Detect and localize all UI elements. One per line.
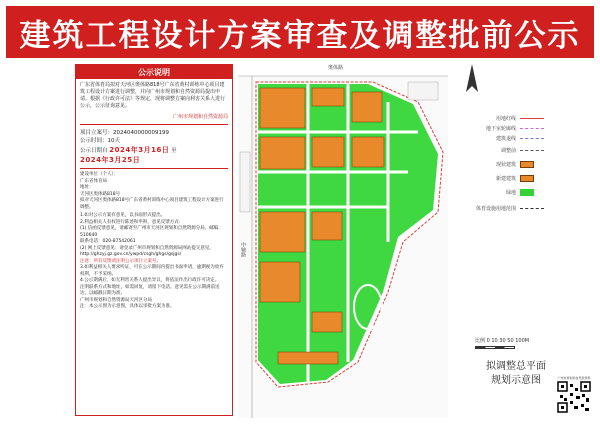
rule-2: 2.利益相关人有权进行陈述和申辩，意见反馈方式： [80, 219, 184, 225]
project-number-label: 项目立案号： [80, 130, 114, 136]
phone-label: 联系电话： [80, 239, 103, 244]
legend-swatch [520, 128, 544, 129]
legend-label: 建筑退线 [495, 136, 516, 142]
scale-text: 比例 0 10 30 50 [475, 338, 514, 344]
legend-swatch [520, 189, 534, 196]
divider [80, 124, 228, 125]
warning-text: 注意：所有反馈请注明公示项目立案号。 [80, 258, 161, 264]
map-title-line-2: 规划示意图 [491, 375, 541, 386]
qr-caption: 广州市规划和自然资源局 [557, 376, 591, 380]
site-plan-map [238, 62, 448, 418]
road-label-top: 奥体路 [328, 65, 344, 71]
rule-3: (1) 信函反馈意见，请邮寄至广州市天河区规划和自然资源分局，邮编：510640 [80, 226, 223, 238]
building-block-f [352, 137, 384, 167]
legend-label: 现状建筑 [495, 162, 516, 168]
map-legend [458, 115, 588, 225]
adjacent-building [408, 82, 438, 100]
building-block-d [260, 137, 305, 169]
scale-graphic [475, 346, 515, 349]
start-date: 2024年3月16日 [109, 146, 170, 154]
period-value: 10天 [107, 138, 121, 144]
start-label: 公示日期自 [80, 148, 108, 154]
applicant-value: 广东省体育局 [80, 178, 107, 184]
rule-4: (2) 网上反馈意见：请登录广州市规划和自然资源局网站提交意见。 [80, 245, 214, 251]
rule-7: 注明联系方式和地址，如需回复，请留下电话。意见需在公示期满前送达，以邮戳日期为准。 [80, 284, 220, 296]
qr-code-icon [556, 380, 592, 414]
rule-6: 4.公示期满后，如无利害关系人提出异议，将依法作出行政许可决定。 [80, 278, 220, 283]
building-block-k [278, 352, 338, 364]
divider [80, 168, 228, 169]
legend-item [458, 189, 588, 196]
site-plan-svg [238, 62, 448, 418]
legend-swatch [520, 175, 534, 182]
legend-label: 地下室轮廓线 [485, 126, 516, 132]
legend-label: 体育设施用地范围 [475, 206, 516, 212]
project-number: 2024040000009199 [113, 130, 170, 136]
period-row [80, 137, 228, 145]
map-title [466, 360, 566, 388]
building-block-h [312, 212, 342, 240]
map-title-line-1: 拟调整总平面 [486, 361, 546, 372]
start-date-row [80, 145, 228, 155]
rule-8: 广州市规划和自然资源局天河区分局 [80, 297, 152, 303]
legend-label: 用地红线 [495, 116, 516, 122]
rule-5: 3.如利益相关人要求听证，可在公示期间内提出书面申请，逾期视为放弃权利，不予采纳。 [80, 265, 224, 277]
adjacent-building-left [240, 152, 250, 212]
legend-item [458, 135, 588, 142]
building-block-g [260, 212, 305, 252]
notice-heading: 公示说明 [76, 65, 232, 79]
notice-summary: 拟对天河区奥体路818号广东省黄村训练中心项目建筑工程设计方案进行调整。 [80, 198, 224, 210]
legend-swatch [520, 161, 534, 168]
end-label: 至 [171, 148, 177, 154]
phone-value: 020-87542061 [102, 239, 136, 244]
scale-unit: 100M [515, 338, 530, 344]
project-number-row [80, 129, 228, 137]
legend-swatch [520, 138, 544, 139]
rule-9: 注：本公示图为示意图，具体以审批方案为准。 [80, 304, 175, 309]
notice-panel [75, 64, 233, 416]
legend-item [458, 115, 588, 122]
scale-bar [475, 337, 529, 349]
building-block-b [312, 88, 344, 106]
building-block-a [260, 88, 305, 128]
notice-intro: 广东省体育局拟对天河区奥体路818号广东省黄村训练中心项目建筑工程设计方案进行调整，并向广州市规划和自然资源局提出申请。根据《行政许可法》等规定，现将调整方案向利害关系人进行公示，公示征询意见。 [80, 82, 226, 109]
notice-signature: 广州市规划和自然资源局 [172, 114, 228, 120]
page-title: 建筑工程设计方案审查及调整批前公示 [6, 6, 594, 58]
end-date: 2024年3月25日 [80, 156, 141, 164]
period-label: 公示时间： [80, 138, 108, 144]
legend-item [458, 205, 588, 212]
north-arrow-icon [460, 62, 484, 98]
building-block-e [312, 137, 344, 167]
feedback-url[interactable]: http://ghzyj.gz.gov.cn/ywpd/csgh/ghgs/gsjgs/ [80, 252, 182, 257]
legend-label: 绿地 [505, 190, 516, 196]
legend-item [458, 175, 588, 182]
building-block-j [312, 312, 342, 332]
rule-1: 1.如对公示方案有意见，以书面形式提出。 [80, 213, 166, 218]
building-block-c [352, 92, 382, 122]
address-value: 天河区奥体路818号 [80, 191, 121, 197]
legend-swatch [520, 150, 544, 151]
legend-item [458, 125, 588, 132]
scale-label [475, 337, 529, 344]
legend-item [458, 161, 588, 168]
legend-label: 调整前 [500, 148, 516, 154]
address-label: 地址： [80, 185, 94, 190]
building-block-i [260, 262, 300, 302]
legend-swatch [520, 118, 544, 119]
legend-label: 新建建筑 [495, 176, 516, 182]
applicant-label: 建设单位（个人）： [80, 172, 119, 177]
legend-swatch [520, 208, 544, 209]
road-label-left: 中轴路 [240, 242, 246, 257]
end-date-row [80, 155, 228, 165]
qr-code[interactable] [556, 376, 592, 416]
legend-item [458, 147, 588, 154]
